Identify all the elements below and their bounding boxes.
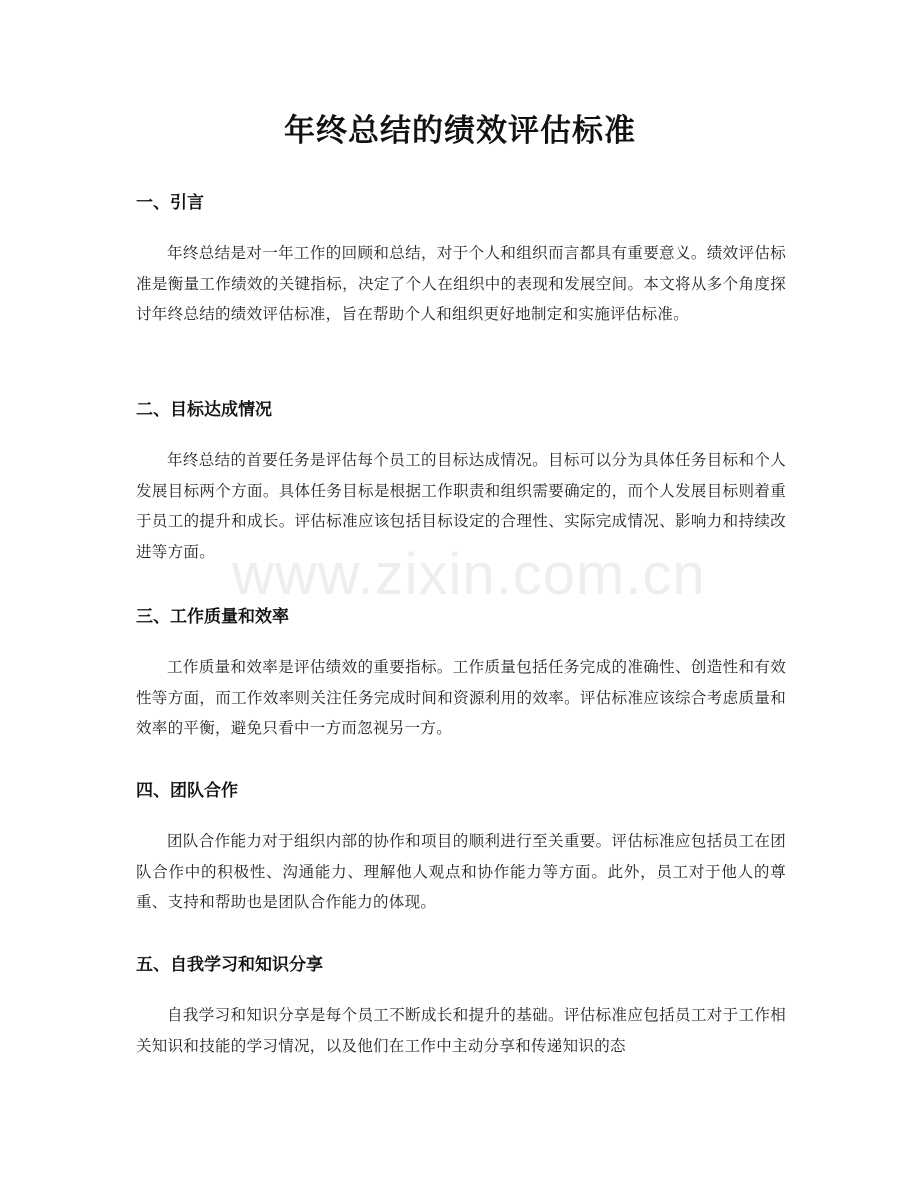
watermark-text: www.zixin.com.cn [232, 542, 706, 607]
section-quality-efficiency [136, 605, 786, 744]
section-heading: 三、工作质量和效率 [136, 607, 289, 627]
section-heading: 二、目标达成情况 [136, 400, 272, 420]
section-introduction [136, 191, 786, 330]
section-teamwork [136, 779, 786, 918]
section-goal-achievement [136, 398, 786, 567]
section-heading: 五、自我学习和知识分享 [136, 955, 323, 975]
section-paragraph: 工作质量和效率是评估绩效的重要指标。工作质量包括任务完成的准确性、创造性和有效性等方面，而工作效率则关注任务完成时间和资源利用的效率。评估标准应该综合考虑质量和效率的平衡，避免只看中一方而忽视另一方。 [136, 658, 786, 737]
section-paragraph: 年终总结是对一年工作的回顾和总结，对于个人和组织而言都具有重要意义。绩效评估标准是衡量工作绩效的关键指标，决定了个人在组织中的表现和发展空间。本文将从多个角度探讨年终总结的绩效评估标准，旨在帮助个人和组织更好地制定和实施评估标准。 [136, 244, 786, 323]
section-heading: 一、引言 [136, 193, 204, 213]
section-paragraph: 自我学习和知识分享是每个员工不断成长和提升的基础。评估标准应包括员工对于工作相关知识和技能的学习情况，以及他们在工作中主动分享和传递知识的态 [136, 1006, 786, 1055]
section-heading: 四、团队合作 [136, 781, 238, 801]
document-title: 年终总结的绩效评估标准 [284, 113, 636, 149]
section-paragraph: 团队合作能力对于组织内部的协作和项目的顺利进行至关重要。评估标准应包括员工在团队合作中的积极性、沟通能力、理解他人观点和协作能力等方面。此外，员工对于他人的尊重、支持和帮助也是团队合作能力的体现。 [136, 832, 786, 911]
section-self-learning [136, 953, 786, 1061]
section-paragraph: 年终总结的首要任务是评估每个员工的目标达成情况。目标可以分为具体任务目标和个人发展目标两个方面。具体任务目标是根据工作职责和组织需要确定的，而个人发展目标则着重于员工的提升和成长。评估标准应该包括目标设定的合理性、实际完成情况、影响力和持续改进等方面。 [136, 451, 786, 561]
